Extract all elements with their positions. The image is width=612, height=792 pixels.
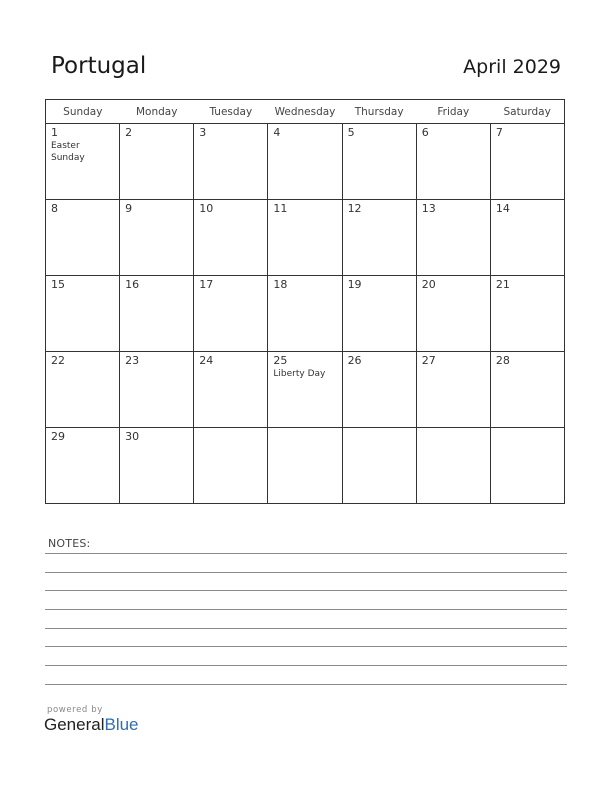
day-cell (490, 276, 564, 352)
day-number: 28 (495, 354, 510, 367)
notes-line (45, 646, 567, 647)
day-number: 10 (199, 202, 214, 215)
day-cell (416, 352, 490, 428)
weekday-tuesday: Tuesday (194, 100, 268, 124)
day-number: 1 (51, 126, 58, 139)
day-cell (342, 124, 416, 200)
day-cell (194, 276, 268, 352)
day-number: 16 (125, 278, 140, 291)
week-row (46, 428, 565, 504)
day-cell (268, 352, 342, 428)
weekday-header (46, 100, 565, 124)
notes-line (45, 590, 567, 591)
day-cell (342, 200, 416, 276)
day-cell (268, 124, 342, 200)
day-number: 30 (125, 430, 140, 443)
day-cell (416, 124, 490, 200)
notes-line (45, 553, 567, 554)
weekday-thursday: Thursday (342, 100, 416, 124)
logo-blue-text: Blue (104, 715, 139, 734)
day-cell (120, 124, 194, 200)
day-cell (194, 124, 268, 200)
calendar-month-year: April 2029 (463, 56, 561, 78)
day-cell (490, 428, 564, 504)
day-cell (268, 276, 342, 352)
weekday-friday: Friday (416, 100, 490, 124)
week-row (46, 352, 565, 428)
day-cell (342, 352, 416, 428)
weekday-wednesday: Wednesday (268, 100, 342, 124)
day-number: 7 (495, 126, 503, 139)
notes-label: NOTES: (48, 537, 91, 550)
weekday-header-row (46, 100, 565, 124)
day-cell (120, 352, 194, 428)
logo-general-text: General (44, 715, 105, 734)
day-cell (416, 428, 490, 504)
notes-line (45, 572, 567, 573)
day-cell (194, 200, 268, 276)
generalblue-logo (44, 716, 139, 733)
day-number: 25 (273, 354, 288, 367)
day-number: 17 (199, 278, 214, 291)
day-number: 6 (421, 126, 429, 139)
week-row (46, 124, 565, 200)
day-cell (46, 124, 120, 200)
day-number: 24 (199, 354, 214, 367)
day-number: 12 (347, 202, 362, 215)
calendar-grid (45, 99, 565, 504)
day-number: 21 (495, 278, 510, 291)
day-number: 29 (51, 430, 65, 443)
day-number: 23 (125, 354, 140, 367)
day-number: 9 (125, 202, 133, 215)
day-number: 8 (51, 202, 58, 215)
day-number: 4 (273, 126, 281, 139)
day-number: 14 (495, 202, 510, 215)
day-cell (46, 200, 120, 276)
day-cell (120, 276, 194, 352)
day-number: 2 (125, 126, 133, 139)
calendar-country-title: Portugal (51, 53, 147, 79)
weekday-sunday: Sunday (46, 100, 120, 124)
day-number: 13 (421, 202, 436, 215)
day-cell (490, 352, 564, 428)
day-number: 19 (347, 278, 362, 291)
notes-line (45, 609, 567, 610)
day-cell (46, 352, 120, 428)
weekday-saturday: Saturday (490, 100, 564, 124)
day-cell (490, 124, 564, 200)
day-number: 11 (273, 202, 288, 215)
day-number: 15 (51, 278, 65, 291)
day-number: 5 (347, 126, 355, 139)
powered-by-text: powered by (47, 705, 103, 715)
day-cell (268, 200, 342, 276)
day-cell (342, 276, 416, 352)
day-cell (120, 200, 194, 276)
week-row (46, 200, 565, 276)
holiday-label: Liberty Day (273, 369, 326, 379)
calendar-body (46, 124, 565, 504)
day-cell (342, 428, 416, 504)
day-cell (490, 200, 564, 276)
day-cell (120, 428, 194, 504)
day-cell (416, 200, 490, 276)
day-number: 27 (421, 354, 436, 367)
day-number: 3 (199, 126, 207, 139)
week-row (46, 276, 565, 352)
notes-line (45, 628, 567, 629)
day-number: 20 (421, 278, 436, 291)
day-cell (46, 428, 120, 504)
day-number: 26 (347, 354, 362, 367)
day-cell (268, 428, 342, 504)
day-number: 22 (51, 354, 65, 367)
day-cell (194, 428, 268, 504)
holiday-label: Easter Sunday (51, 141, 85, 163)
notes-line (45, 665, 567, 666)
day-number: 18 (273, 278, 288, 291)
day-cell (46, 276, 120, 352)
weekday-monday: Monday (120, 100, 194, 124)
day-cell (194, 352, 268, 428)
notes-line (45, 684, 567, 685)
day-cell (416, 276, 490, 352)
